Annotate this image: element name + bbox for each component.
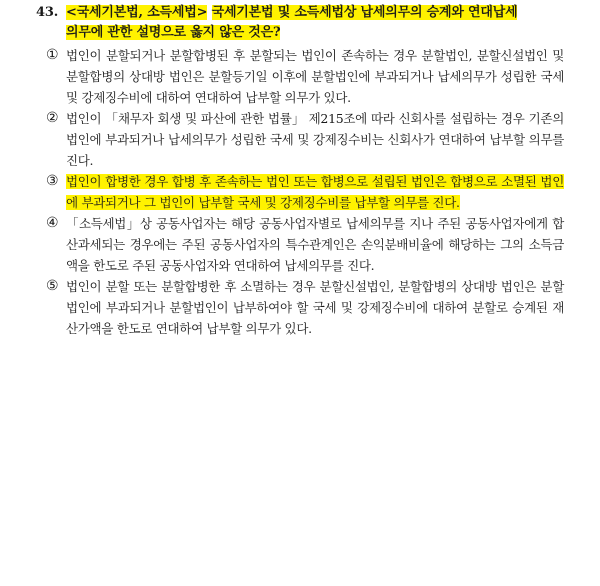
option-5-mark: ⑤ xyxy=(46,278,59,294)
option-5[interactable] xyxy=(36,276,564,339)
option-2[interactable] xyxy=(36,108,564,171)
option-1[interactable] xyxy=(36,45,564,108)
question-number: 43. xyxy=(36,5,59,20)
question-tag: <국세기본법, 소득세법> xyxy=(66,5,208,20)
question-heading xyxy=(36,3,564,43)
option-4-mark: ④ xyxy=(46,215,59,231)
option-5-text: 법인이 분할 또는 분할합병한 후 소멸하는 경우 분할신설법인, 분할합병의 상대방 법인은 분할법인에 부과되거나 분할법인이 납부하여야 할 국세 및 강제징수비에 대하여 분할로 승계된 재산가액을 한도로 연대하여 납부할 의무가 있다. xyxy=(66,279,564,336)
option-3-text: 법인이 합병한 경우 합병 후 존속하는 법인 또는 합병으로 설립된 법인은 합병으로 소멸된 법인에 부과되거나 그 법인이 납부할 국세 및 강제징수비를 납부할 의무를 진다. xyxy=(66,174,564,210)
option-4[interactable] xyxy=(36,213,564,276)
option-3[interactable] xyxy=(36,171,564,213)
option-4-text: 「소득세법」상 공동사업자는 해당 공동사업자별로 납세의무를 지나 주된 공동사업자에게 합산과세되는 경우에는 주된 공동사업자의 특수관계인은 손익분배비율에 해당하는 그의 소득금액을 한도로 주된 공동사업자와 연대하여 납세의무를 진다. xyxy=(66,216,564,273)
option-1-text: 법인이 분할되거나 분할합병된 후 분할되는 법인이 존속하는 경우 분할법인, 분할신설법인 및 분할합병의 상대방 법인은 분할등기일 이후에 분할법인에 부과되거나 납세의무가 성립한 국세 및 강제징수비에 대하여 연대하여 납부할 의무가 있다. xyxy=(66,48,564,105)
question-title-part2: 의무에 관한 설명으로 옳지 않은 것은? xyxy=(66,25,281,40)
question-title-part1: 국세기본법 및 소득세법상 납세의무의 승계와 연대납세 xyxy=(211,5,518,20)
option-1-mark: ① xyxy=(46,47,59,63)
option-2-text: 법인이 「채무자 회생 및 파산에 관한 법률」 제215조에 따라 신회사를 설립하는 경우 기존의 법인에 부과되거나 납세의무가 성립한 국세 및 강제징수비는 신회사가 연대하여 납부할 의무를 진다. xyxy=(66,111,564,168)
option-2-mark: ② xyxy=(46,110,59,126)
option-3-mark: ③ xyxy=(46,173,59,189)
